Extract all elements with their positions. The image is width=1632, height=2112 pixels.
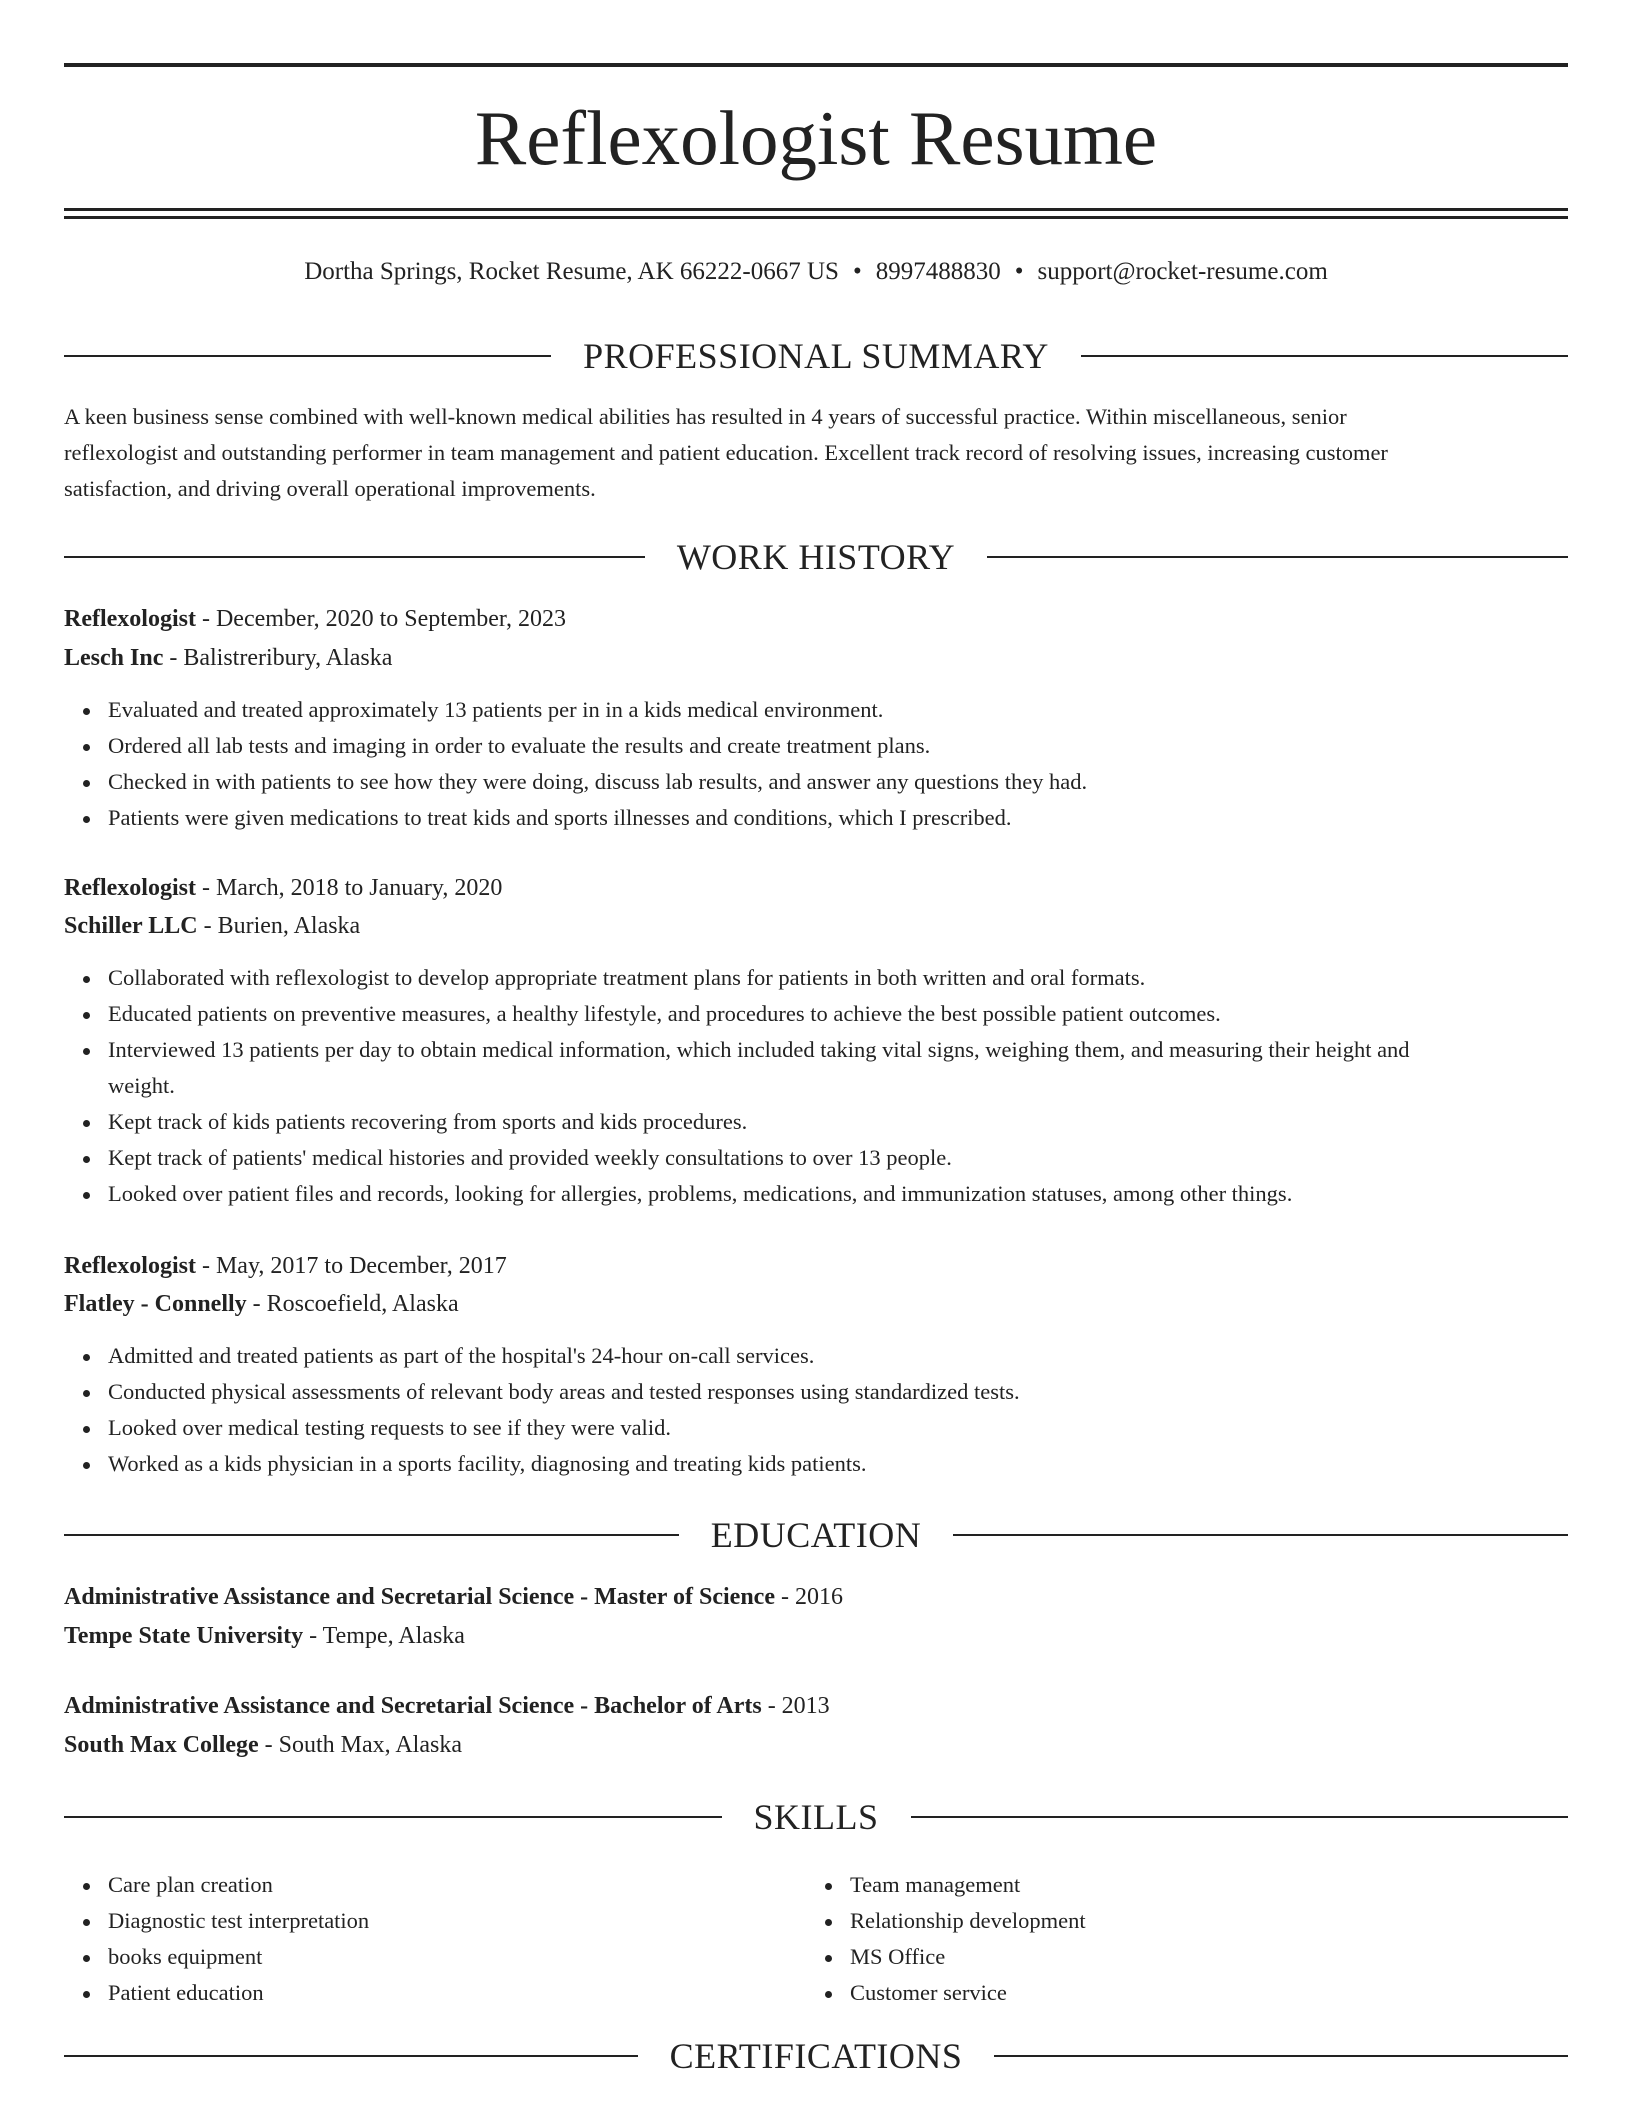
job-company: Schiller LLC — [64, 913, 198, 939]
list-item: Kept track of patients' medical histories and provided weekly consultations to over 13 people. — [108, 1140, 1612, 1176]
section-rule — [64, 355, 551, 357]
education-degree: Administrative Assistance and Secretarial Science - Bachelor of Arts — [64, 1693, 762, 1719]
job-company-line — [64, 640, 1568, 676]
summary-line: reflexologist and outstanding performer in team management and patient education. Excellent track record of resolving issues, increasing customer — [64, 440, 1388, 465]
list-item-line: Interviewed 13 patients per day to obtain medical information, which included taking vital signs, weighing them, and measuring their height and — [108, 1037, 1410, 1062]
section-title: SKILLS — [753, 1797, 879, 1837]
title-rule-lower — [64, 216, 1568, 219]
list-item: Evaluated and treated approximately 13 patients per in in a kids medical environment. — [108, 692, 1612, 728]
contact-separator: • — [1014, 258, 1024, 285]
list-item: Educated patients on preventive measures, a healthy lifestyle, and procedures to achieve the best possible patient outcomes. — [108, 996, 1612, 1032]
section-header-skills — [64, 1795, 1568, 1839]
job-dates: - December, 2020 to September, 2023 — [195, 606, 566, 632]
job-title-line — [64, 1248, 1568, 1284]
title-rule-upper — [64, 208, 1568, 211]
education-degree-line — [64, 1579, 1568, 1615]
list-item: Worked as a kids physician in a sports facility, diagnosing and treating kids patients. — [108, 1446, 1612, 1482]
summary-text — [64, 399, 1568, 507]
job-dates: - March, 2018 to January, 2020 — [195, 875, 503, 901]
job-company-line — [64, 908, 1568, 944]
education-location: - Tempe, Alaska — [303, 1623, 465, 1649]
section-title: PROFESSIONAL SUMMARY — [583, 336, 1049, 376]
job-title-line — [64, 870, 1568, 906]
section-rule — [994, 2055, 1568, 2057]
list-item: Looked over patient files and records, looking for allergies, problems, medications, and immunization statuses, among other things. — [108, 1176, 1612, 1212]
job-title: Reflexologist — [64, 1253, 196, 1279]
job-title-line — [64, 601, 1568, 637]
list-item — [108, 1032, 1612, 1104]
skill-item: books equipment — [108, 1939, 1612, 1975]
section-rule — [953, 1534, 1568, 1536]
section-rule — [64, 1534, 679, 1536]
contact-phone: 8997488830 — [875, 258, 1001, 285]
skills-list-right — [806, 1867, 1632, 2011]
contact-address: Dortha Springs, Rocket Resume, AK 66222-0667 US — [304, 258, 839, 285]
list-item-line: weight. — [108, 1073, 175, 1098]
job-title: Reflexologist — [64, 606, 196, 632]
list-item: Checked in with patients to see how they were doing, discuss lab results, and answer any questions they had. — [108, 764, 1612, 800]
section-rule — [64, 1816, 722, 1818]
section-rule — [911, 1816, 1569, 1818]
education-degree: Administrative Assistance and Secretarial Science - Master of Science — [64, 1584, 775, 1610]
top-rule — [64, 63, 1568, 67]
education-year: - 2016 — [774, 1584, 843, 1610]
job-location: - Roscoefield, Alaska — [246, 1291, 459, 1317]
job-company-line — [64, 1286, 1568, 1322]
section-rule — [987, 556, 1568, 558]
section-title: EDUCATION — [710, 1515, 922, 1555]
section-header-education — [64, 1513, 1568, 1557]
list-item: Collaborated with reflexologist to develop appropriate treatment plans for patients in both written and oral formats. — [108, 960, 1612, 996]
list-item: Looked over medical testing requests to see if they were valid. — [108, 1410, 1612, 1446]
job-bullets — [64, 1338, 1612, 1482]
education-location: - South Max, Alaska — [258, 1732, 462, 1758]
skill-item: MS Office — [850, 1939, 1632, 1975]
education-school-line — [64, 1727, 1568, 1763]
section-title: WORK HISTORY — [676, 537, 956, 577]
section-header-work — [64, 535, 1568, 579]
job-title: Reflexologist — [64, 875, 196, 901]
job-bullets — [64, 692, 1612, 836]
list-item: Kept track of kids patients recovering from sports and kids procedures. — [108, 1104, 1612, 1140]
education-degree-line — [64, 1688, 1568, 1724]
contact-email: support@rocket-resume.com — [1037, 258, 1328, 285]
section-title: CERTIFICATIONS — [669, 2036, 963, 2076]
section-header-summary — [64, 334, 1568, 378]
resume-title: Reflexologist Resume — [474, 95, 1158, 181]
education-school: Tempe State University — [64, 1623, 304, 1649]
skill-item: Relationship development — [850, 1903, 1632, 1939]
skill-item: Patient education — [108, 1975, 1612, 2011]
job-company: Lesch Inc — [64, 645, 164, 671]
summary-line: satisfaction, and driving overall operational improvements. — [64, 476, 596, 501]
skill-item: Diagnostic test interpretation — [108, 1903, 1612, 1939]
section-rule — [64, 2055, 638, 2057]
list-item: Ordered all lab tests and imaging in order to evaluate the results and create treatment plans. — [108, 728, 1612, 764]
summary-line: A keen business sense combined with well-known medical abilities has resulted in 4 years of successful practice. Within miscellaneous, senior — [64, 404, 1347, 429]
job-location: - Burien, Alaska — [197, 913, 361, 939]
job-location: - Balistreribury, Alaska — [163, 645, 393, 671]
contact-line — [64, 254, 1568, 290]
list-item: Admitted and treated patients as part of the hospital's 24-hour on-call services. — [108, 1338, 1612, 1374]
job-company: Flatley - Connelly — [64, 1291, 247, 1317]
section-header-certifications — [64, 2034, 1568, 2078]
skill-item: Care plan creation — [108, 1867, 1612, 1903]
job-dates: - May, 2017 to December, 2017 — [195, 1253, 507, 1279]
education-year: - 2013 — [761, 1693, 830, 1719]
list-item: Patients were given medications to treat kids and sports illnesses and conditions, which I prescribed. — [108, 800, 1612, 836]
skill-item: Customer service — [850, 1975, 1632, 2011]
section-rule — [1081, 355, 1568, 357]
skill-item: Team management — [850, 1867, 1632, 1903]
section-rule — [64, 556, 645, 558]
education-school-line — [64, 1618, 1568, 1654]
education-school: South Max College — [64, 1732, 259, 1758]
job-bullets — [64, 960, 1612, 1212]
list-item: Conducted physical assessments of relevant body areas and tested responses using standardized tests. — [108, 1374, 1612, 1410]
contact-separator: • — [852, 258, 862, 285]
